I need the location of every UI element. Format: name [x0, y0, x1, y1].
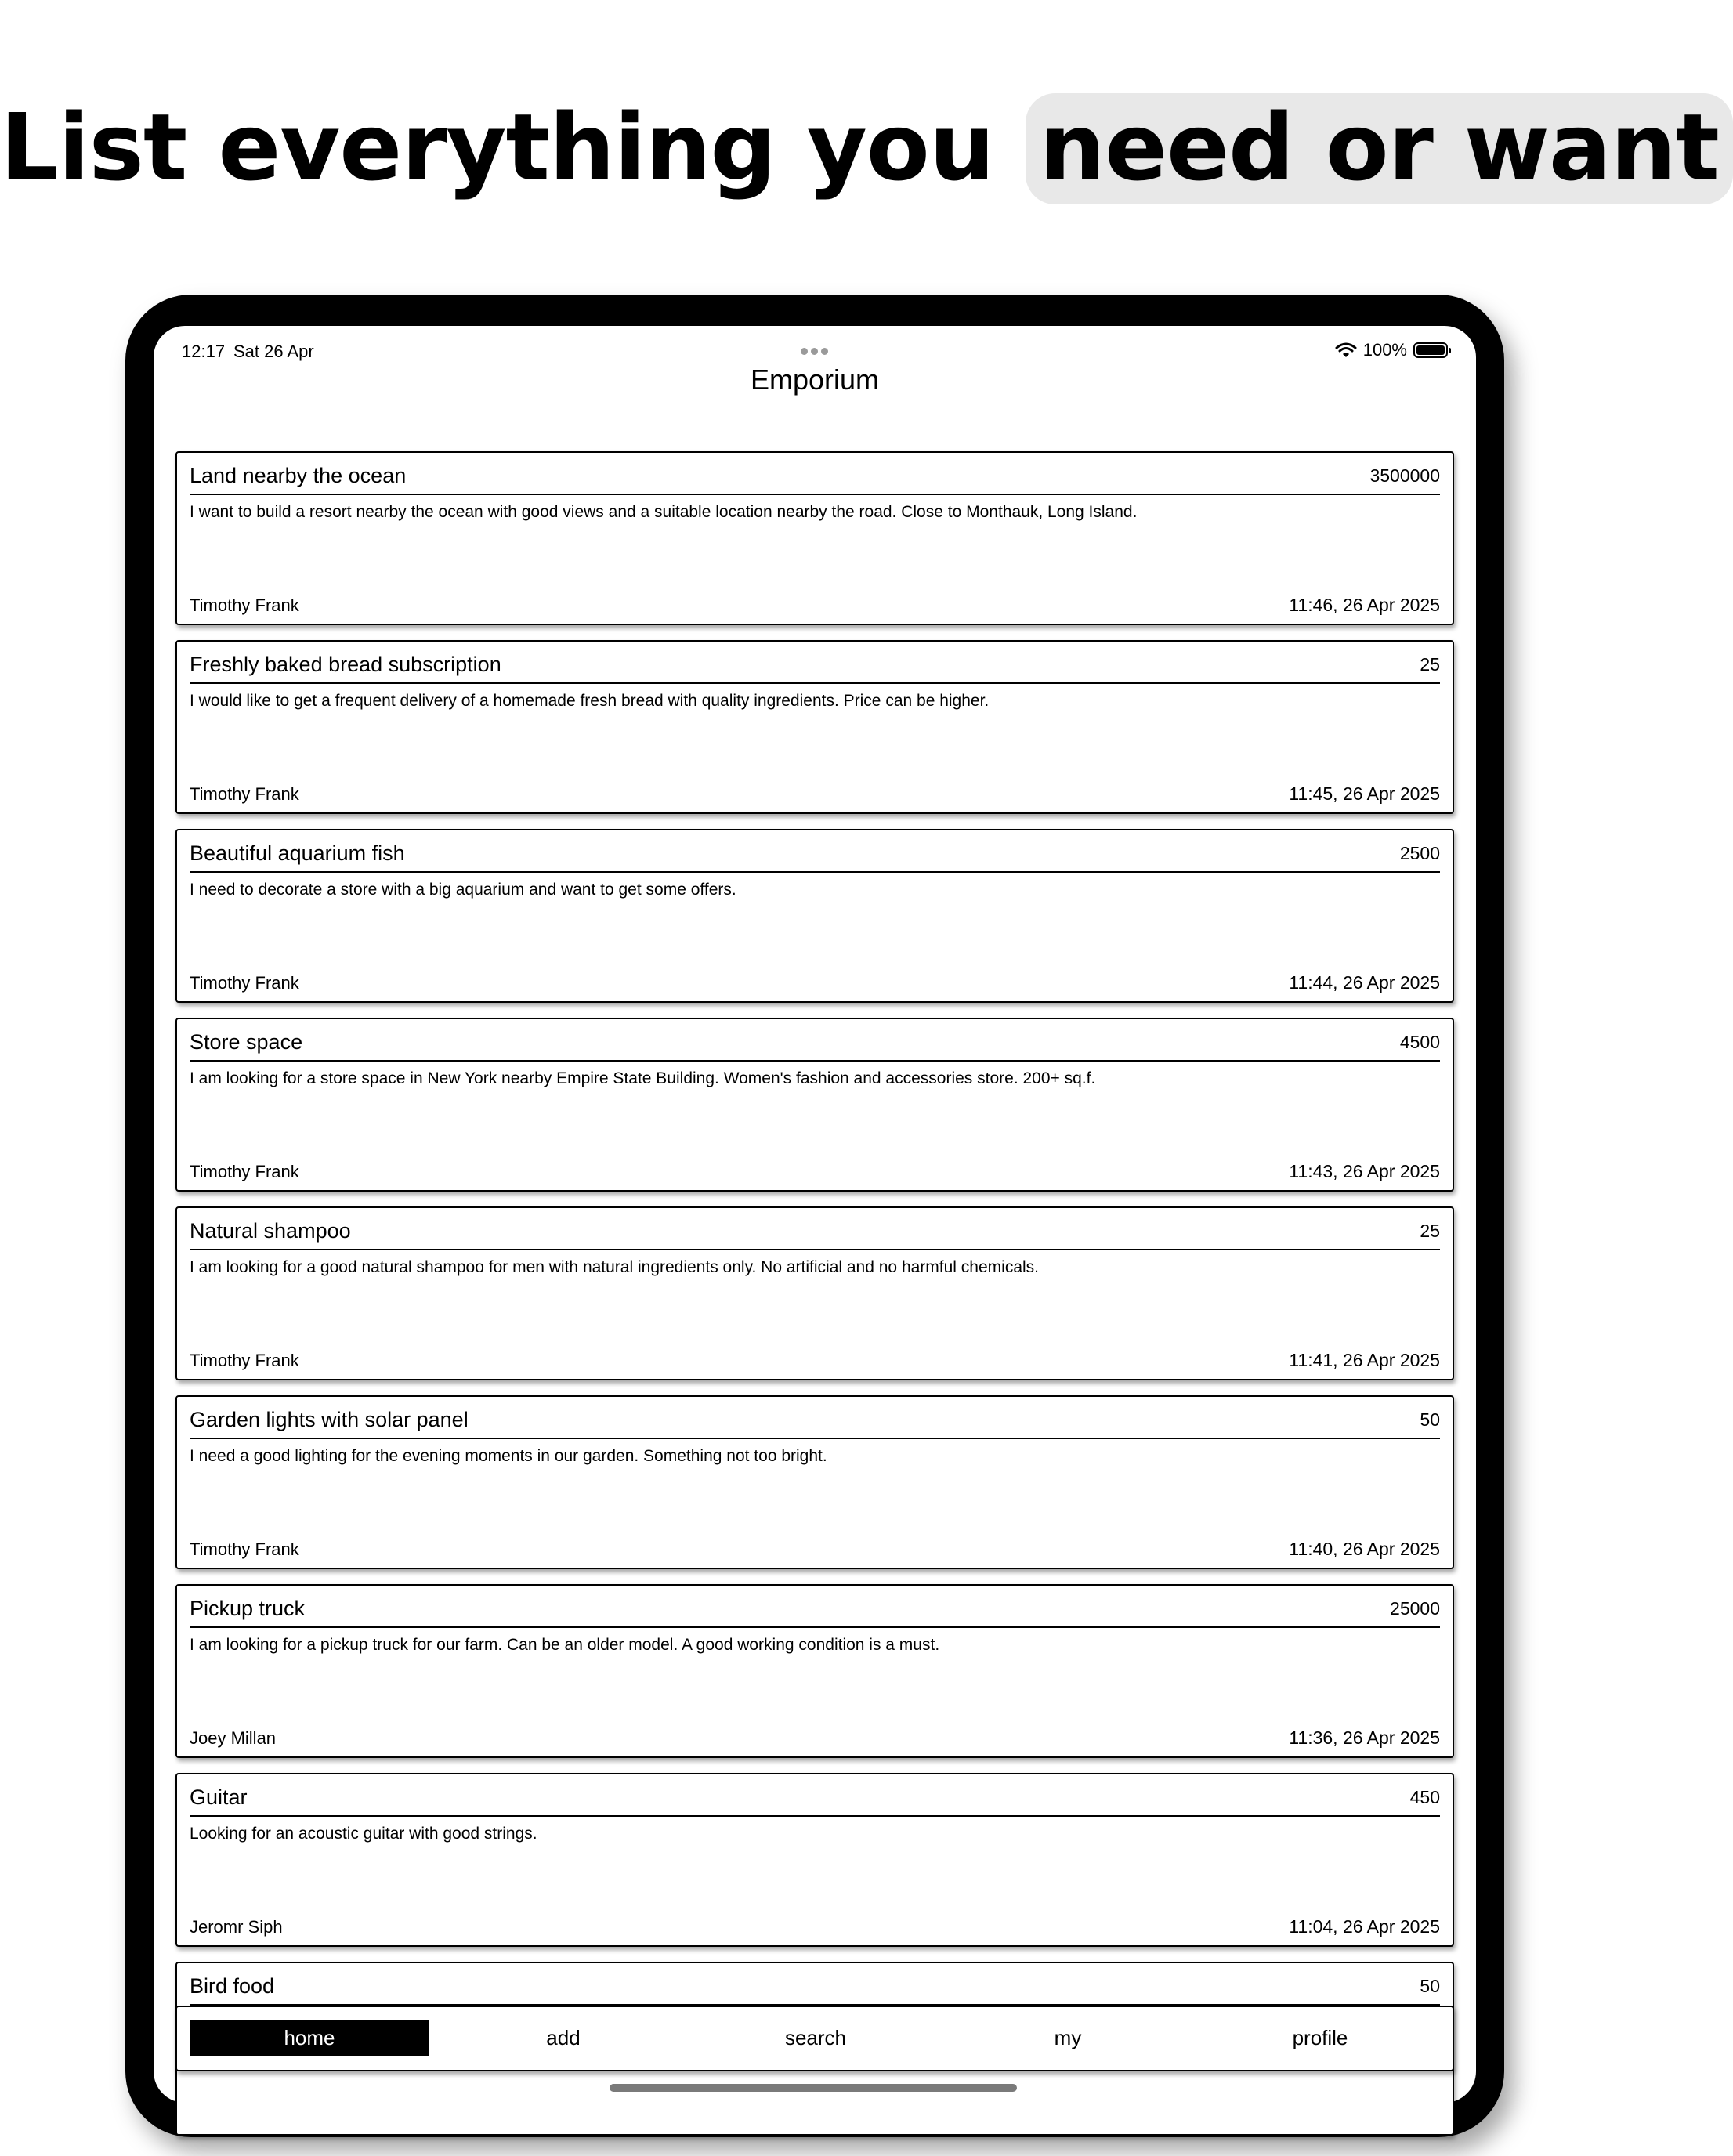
post-title: Bird food	[190, 1974, 275, 1998]
post-timestamp: 11:46, 26 Apr 2025	[1289, 595, 1440, 615]
post-list[interactable]	[175, 451, 1457, 1998]
page-title: Emporium	[750, 364, 880, 396]
post-card[interactable]	[175, 1206, 1454, 1380]
post-description: I would like to get a frequent delivery of a homemade fresh bread with quality ingredients. Price can be higher.	[190, 692, 990, 710]
post-header	[190, 1971, 1440, 2006]
post-price: 25000	[1390, 1598, 1440, 1619]
headline	[0, 92, 1719, 202]
post-description: I need to decorate a store with a big aquarium and want to get some offers.	[190, 881, 736, 899]
post-timestamp: 11:41, 26 Apr 2025	[1289, 1350, 1440, 1370]
post-header	[190, 1216, 1440, 1250]
post-title: Natural shampoo	[190, 1219, 351, 1243]
post-timestamp: 11:40, 26 Apr 2025	[1289, 1539, 1440, 1559]
post-author: Timothy Frank	[190, 595, 299, 615]
post-price: 4500	[1399, 1032, 1440, 1052]
tab-search[interactable]: search	[784, 2026, 847, 2049]
post-header	[190, 838, 1440, 873]
post-author: Timothy Frank	[190, 1351, 299, 1370]
post-title: Store space	[190, 1030, 303, 1054]
post-description: I am looking for a pickup truck for our farm. Can be an older model. A good working condition is a must.	[190, 1636, 940, 1654]
post-author: Timothy Frank	[190, 1539, 299, 1559]
post-timestamp: 11:04, 26 Apr 2025	[1289, 1916, 1440, 1937]
tablet-frame	[125, 295, 1504, 2137]
post-price: 2500	[1399, 843, 1440, 863]
post-timestamp: 11:45, 26 Apr 2025	[1289, 783, 1440, 804]
post-description: Looking for an acoustic guitar with good strings.	[190, 1825, 537, 1843]
post-header	[190, 649, 1440, 684]
post-title: Freshly baked bread subscription	[190, 653, 501, 676]
tab-home[interactable]: home	[190, 2020, 429, 2056]
home-indicator[interactable]	[610, 2084, 1017, 2092]
post-price: 25	[1420, 1221, 1440, 1241]
post-title: Pickup truck	[190, 1597, 306, 1620]
wifi-icon	[1335, 342, 1357, 359]
post-description: I need a good lighting for the evening moments in our garden. Something not too bright.	[190, 1447, 827, 1465]
post-header	[190, 1027, 1440, 1062]
tab-profile[interactable]: profile	[1292, 2026, 1348, 2049]
headline-prefix: List everything you	[0, 93, 994, 201]
post-timestamp: 11:43, 26 Apr 2025	[1289, 1161, 1440, 1181]
post-card[interactable]	[175, 1773, 1454, 1947]
post-card[interactable]	[175, 1584, 1454, 1758]
post-header	[190, 1405, 1440, 1439]
tab-my[interactable]: my	[1054, 2026, 1082, 2049]
post-title: Beautiful aquarium fish	[190, 841, 405, 865]
status-date: Sat 26 Apr	[233, 342, 314, 361]
post-card[interactable]	[175, 829, 1454, 1003]
post-price: 50	[1420, 1976, 1440, 1996]
battery-icon	[1413, 342, 1448, 358]
multitasking-dots-icon[interactable]	[801, 348, 829, 356]
status-right	[1335, 340, 1448, 360]
post-title: Land nearby the ocean	[190, 464, 407, 487]
post-header	[190, 461, 1440, 495]
headline-highlight: need or want	[1026, 93, 1733, 204]
post-timestamp: 11:44, 26 Apr 2025	[1289, 972, 1440, 993]
post-price: 25	[1420, 654, 1440, 675]
post-header	[190, 1593, 1440, 1628]
post-card[interactable]	[175, 1018, 1454, 1192]
post-author: Jeromr Siph	[190, 1917, 283, 1937]
post-price: 50	[1420, 1409, 1440, 1430]
post-author: Joey Millan	[190, 1728, 277, 1748]
post-timestamp: 11:36, 26 Apr 2025	[1289, 1727, 1440, 1748]
post-description: I am looking for a good natural shampoo for men with natural ingredients only. No artificial and no harmful chemicals.	[190, 1258, 1040, 1276]
post-card[interactable]	[175, 451, 1454, 625]
post-description: I want to build a resort nearby the ocean with good views and a suitable location nearby the road. Close to Monthauk, Long Island.	[190, 503, 1138, 521]
status-time: 12:17	[182, 342, 226, 361]
battery-percent: 100%	[1362, 340, 1407, 360]
post-header	[190, 1782, 1440, 1817]
post-description: I am looking for a store space in New York nearby Empire State Building. Women's fashion and accessories store. 200+ sq.f.	[190, 1069, 1096, 1087]
post-card[interactable]	[175, 640, 1454, 814]
post-price: 450	[1409, 1787, 1440, 1807]
tab-add[interactable]: add	[546, 2026, 581, 2049]
app-screen	[154, 326, 1476, 2103]
post-author: Timothy Frank	[190, 973, 299, 993]
post-title: Guitar	[190, 1785, 248, 1809]
tab-bar	[175, 2006, 1454, 2071]
post-title: Garden lights with solar panel	[190, 1408, 469, 1431]
post-card[interactable]	[175, 1395, 1454, 1569]
post-price: 3500000	[1369, 465, 1440, 486]
post-author: Timothy Frank	[190, 784, 299, 804]
post-author: Timothy Frank	[190, 1162, 299, 1181]
